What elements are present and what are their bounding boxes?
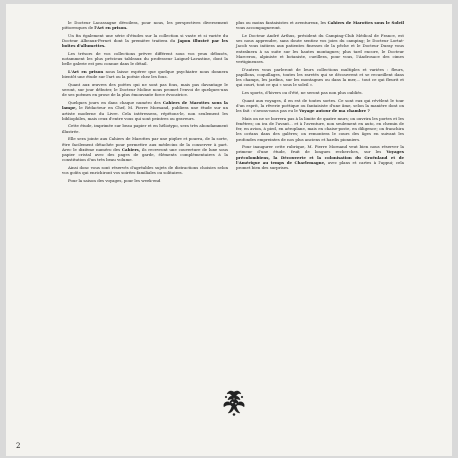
paragraph — [236, 116, 404, 142]
paragraph — [62, 33, 228, 49]
paragraph — [236, 33, 404, 64]
left-column — [62, 20, 228, 185]
text-run: Cette étude, imprimée sur beau papier et en héliotypo, sera très abondamment illustrée. — [62, 123, 228, 134]
text-run: D'autres vous parleront de leurs collections multiples et variées : fleurs, papillons, coquillages, toutes les raretés qui se découvrent et se recueillent dans les champs, les jardins, sur les montagnes ou dans la mer,... tout ce qui fleurit et qui court, tout ce qui « sous le soleil ». — [236, 66, 404, 88]
text-run: le Docteur Lacassagne dévoilera, pour nous, les perspectives diversement pittoresques de — [62, 20, 228, 31]
text-run: vous accompagneront. — [236, 25, 282, 31]
text-run: Pour inaugurer cette rubrique, M. Pierre Mornand veut bien nous réserver la primeur d'une étude, fruit de longues recherches, sur les — [236, 144, 404, 155]
text-run: avec plans et cartes à l'appui; cela promet bien des surprises. — [236, 159, 404, 171]
text-run: ils recevront une couverture de luxe sous papier cristal avec des pages de garde, éléments complémentaires à la constitution d'un très beau volume. — [62, 146, 228, 163]
paragraph — [236, 20, 404, 30]
emphasized-text: Cahiers de Marottes sous la lampe, — [62, 100, 228, 111]
paragraph — [236, 144, 404, 170]
text-run: Le Docteur André Arthus, président du Camping-Club Médical de France, est ses nous apprendre, sans doute sentiez vos joies du camping; le Docteur Lortat-Jacob vous initiera aux patientes finesses de la pêche et le Docteur Duray vous entraînera à sa suite sur les hautes montagnes; plus tard encore, le Docteur Marcerou, alpiniste et botaniste, cueillera, pour vous, l'Androsace des cimes vertigineuses. — [236, 32, 404, 64]
paragraph — [62, 136, 228, 162]
text-run: le Rédacteur en Chef, M. Pierre Mornand, publiera une étude sur un artiste moderne du Livre. Cela intéressera, répétons-le, non seulement les bibliophiles, mais ceux d'entre vous qui sont peintres ou graveurs. — [62, 105, 228, 121]
paragraph — [62, 51, 228, 67]
text-run: Quelques jours en dans chaque numéro des — [68, 100, 163, 106]
right-column — [236, 20, 404, 173]
paragraph — [236, 67, 404, 88]
text-run: Un fin également une série d'études sur la collection si vaste et si variée du Docteur Albeaux-Fernet dont la première traitera du — [62, 32, 228, 44]
text-run: plus ou moins fantaisistes et aventureux, les — [236, 20, 328, 25]
paragraph — [236, 90, 404, 95]
emphasized-text: l'Art en prison. — [94, 25, 128, 31]
text-run: Quant aux voyages, il en est de toutes sortes. Ce sont eux qui révèlent le tour d'un esprit, la rêverie poétique ou fantaisiste d'une âme, selon la manière dont on les fait : s'avons-nous pas eu le — [236, 97, 404, 114]
paragraph — [62, 100, 228, 121]
paragraph — [62, 165, 228, 175]
emphasized-text: Voyages précolombiens, la Découverte et la colonisation du Groënland et de l'Amérique au temps de Charlemagne, — [236, 149, 404, 165]
text-run: Les trésors de vos collections prèvre différent sous vos yeux débusés, notamment les plus précieux tableaux du professeur Laignel-Lavastine, dont la belle galerie est peu connue dans le détail. — [62, 51, 228, 67]
text-run: Mais on ne se borrera pas à la limite de quatre murs; on ouvrira les portes et les fenêtres; on ira de l'avant... et à l'aventure, non seulement en auto, en chemin de fer, en avion, à pied, en aéroplane, mais en chaise-poste, en diligence; on franchira les océans dans des galères; on remontera le cours des âges en suivant les profondes empreintes de nos plus anciens et hardis pionniers. — [236, 115, 404, 142]
page-number: 2 — [16, 442, 21, 450]
paragraph — [62, 123, 228, 133]
emphasized-text: Cahiers de Marottes sous le Soleil — [327, 20, 404, 25]
emphasized-text: Voyage autour de ma chambre ? — [299, 108, 370, 114]
paragraph — [62, 69, 228, 79]
emphasized-text: L'Art en prison — [68, 69, 104, 75]
text-run: Ainsi donc vous sont réservés d'agréables sujets de distractions choisies selon vos goûts qui enrichiront vos soirées familiales ou solitaires. — [62, 164, 228, 176]
text-run: Quant aux œuvres des poètes qui ne sont pas fous, mais pas davantage le seront, sur jour débuter, le Docteur Moline nous promet l'envoi de quelques-uns de ses poèmes en prose de la plus émouvante force évocatrice. — [62, 82, 228, 98]
emphasized-text: Cahiers, — [121, 146, 141, 152]
text-run: Elle sera jointe aux Cahiers de Marottes par une piqûre et pourra, de la sorte, être facilement détachée pour permettre aux médecins de la conserver à part. Avec le dixième numéro des — [62, 136, 228, 152]
text-run: Pour la saison des voyages, pour les week-end — [68, 177, 161, 183]
emphasized-text: Japon illustré par les boîtes d'allumettes. — [62, 38, 228, 49]
text-run: Les sports, d'hivers ou d'été, ne seront pas non plus oubliés. — [242, 89, 363, 95]
paragraph — [236, 98, 404, 114]
paragraph — [62, 20, 228, 30]
paragraph — [62, 82, 228, 98]
document-page — [6, 4, 452, 456]
paragraph — [62, 178, 228, 183]
floral-vignette-icon — [222, 388, 246, 416]
text-run: nous laisse espérer que quelque psychiatre nous donnera bientôt une étude sur l'art ou la poésie chez les fous. — [62, 69, 228, 80]
